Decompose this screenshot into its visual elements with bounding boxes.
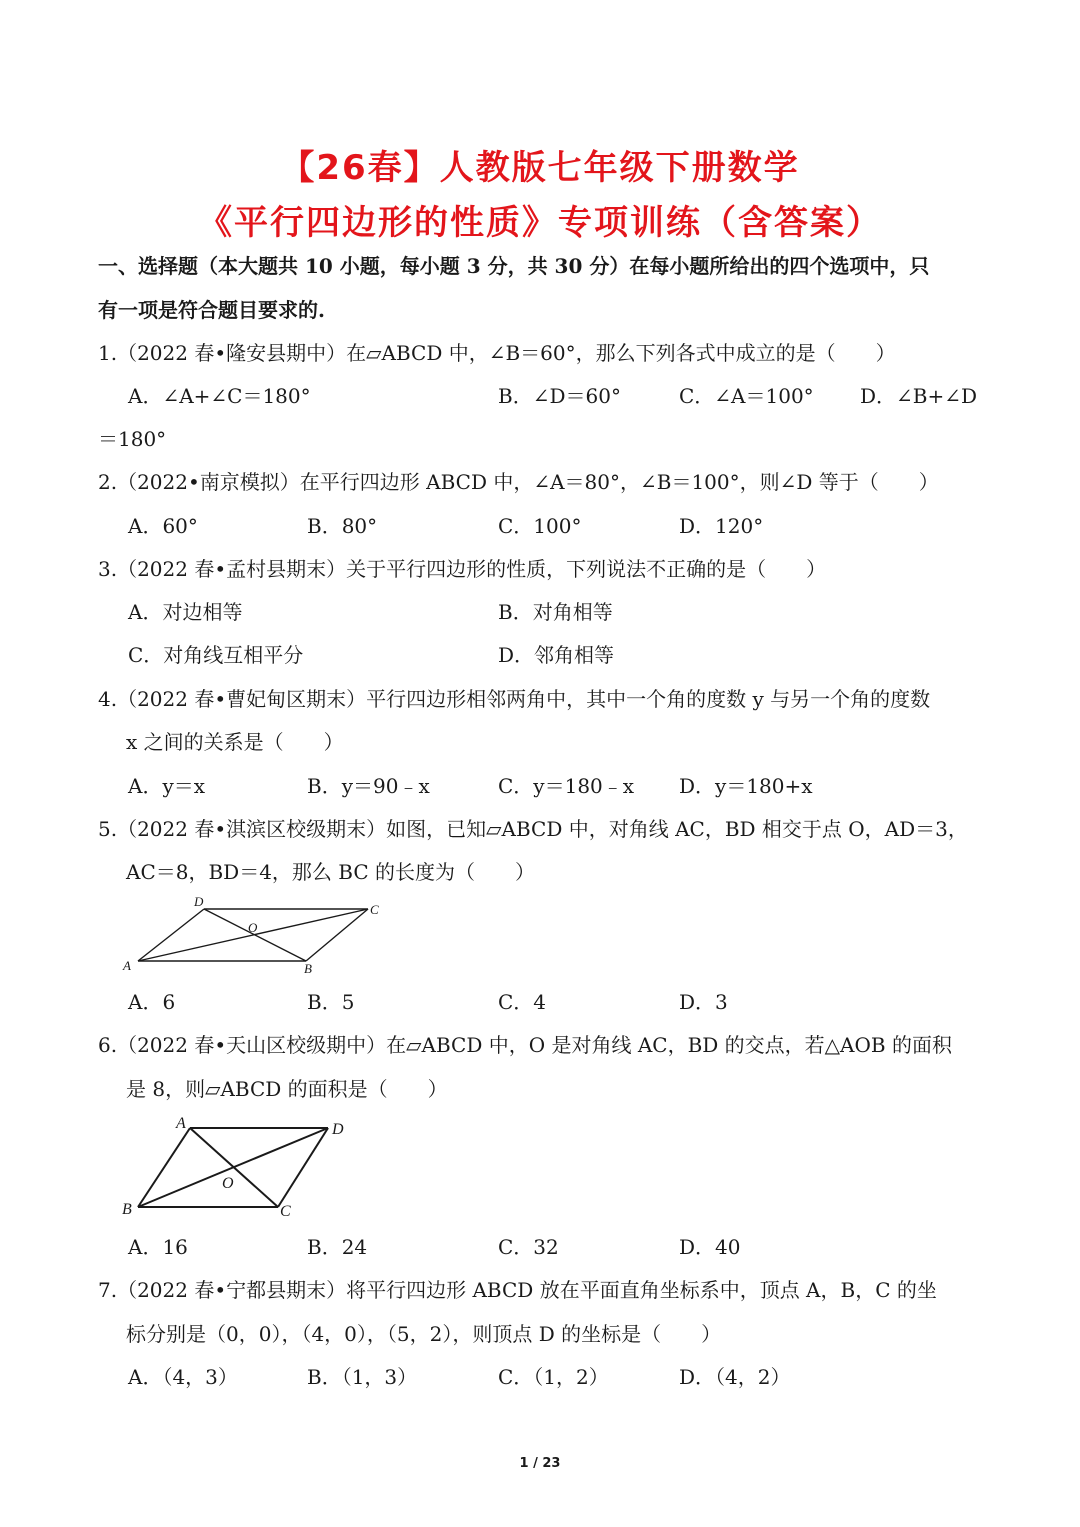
question-4-option-d: D．y＝180+x: [679, 774, 813, 798]
question-2-stem: 2.（2022•南京模拟）在平行四边形 ABCD 中，∠A＝80°，∠B＝100°，则∠D 等于（ ）: [98, 470, 939, 494]
question-4-option-b: B．y＝90﹣x: [307, 774, 430, 798]
question-4-option-a: A．y＝x: [128, 774, 206, 798]
vertex-label-c: C: [280, 1203, 291, 1220]
vertex-label-b: B: [122, 1201, 132, 1218]
vertex-label-c: C: [370, 902, 379, 917]
question-3-stem: 3.（2022 春•孟村县期末）关于平行四边形的性质，下列说法不正确的是（ ）: [98, 557, 827, 581]
question-1-option-b: B．∠D＝60°: [498, 384, 621, 408]
question-6-option-b: B．24: [307, 1235, 368, 1259]
section-heading-cont: 有一项是符合题目要求的.: [98, 298, 325, 322]
question-6-figure: [118, 1110, 358, 1222]
vertex-label-d: D: [194, 894, 204, 909]
question-4-option-c: C．y＝180﹣x: [498, 774, 635, 798]
vertex-label-a: A: [123, 958, 131, 973]
question-7-option-b: B．（1，3）: [307, 1365, 418, 1389]
question-2-option-d: D．120°: [679, 514, 764, 538]
question-2-option-a: A．60°: [128, 514, 198, 538]
question-6-option-d: D．40: [679, 1235, 741, 1259]
question-1-option-c: C．∠A＝100°: [679, 384, 814, 408]
question-7-stem-cont: 标分别是（0，0），（4，0），（5，2），则顶点 D 的坐标是（ ）: [126, 1322, 722, 1346]
question-1-option-d-cont: ＝180°: [98, 427, 167, 451]
question-5-stem: 5.（2022 春•淇滨区校级期末）如图，已知▱ABCD 中，对角线 AC，BD 相交于点 O，AD＝3，: [98, 817, 968, 841]
title-line-1: 【26春】人教版七年级下册数学: [280, 148, 800, 188]
vertex-label-o: O: [222, 1175, 234, 1192]
vertex-label-b: B: [304, 961, 312, 976]
vertex-label-d: D: [332, 1121, 344, 1138]
question-4-stem: 4.（2022 春•曹妃甸区期末）平行四边形相邻两角中，其中一个角的度数 y 与另一个角的度数: [98, 687, 931, 711]
edge-bc: [306, 909, 368, 961]
vertex-label-a: A: [176, 1115, 186, 1132]
question-7-option-d: D．（4，2）: [679, 1365, 791, 1389]
question-5-figure: [118, 893, 388, 978]
diagonal-bd: [204, 909, 306, 961]
page-number: 1 / 23: [519, 1456, 561, 1471]
diagonal-ac: [138, 909, 368, 961]
question-7-option-c: C．（1，2）: [498, 1365, 609, 1389]
question-6-option-c: C．32: [498, 1235, 559, 1259]
vertex-label-o: O: [248, 920, 258, 935]
question-5-option-a: A．6: [128, 990, 176, 1014]
question-7-option-a: A．（4，3）: [128, 1365, 238, 1389]
question-6-stem: 6.（2022 春•天山区校级期中）在▱ABCD 中，O 是对角线 AC，BD 的交点，若△AOB 的面积: [98, 1033, 952, 1057]
question-1-stem: 1.（2022 春•隆安县期中）在▱ABCD 中，∠B＝60°，那么下列各式中成立的是（ ）: [98, 341, 896, 365]
diagonal-bd: [138, 1128, 328, 1207]
section-heading: 一、选择题（本大题共 10 小题，每小题 3 分，共 30 分）在每小题所给出的四个选项中，只: [98, 254, 930, 278]
question-1-option-d: D．∠B+∠D: [860, 384, 978, 408]
question-1-option-a: A．∠A+∠C＝180°: [128, 384, 311, 408]
question-5-option-d: D．3: [679, 990, 728, 1014]
question-6-stem-cont: 是 8，则▱ABCD 的面积是（ ）: [126, 1077, 448, 1101]
question-2-option-b: B．80°: [307, 514, 378, 538]
question-5-option-c: C．4: [498, 990, 547, 1014]
question-2-option-c: C．100°: [498, 514, 582, 538]
question-4-stem-cont: x 之间的关系是（ ）: [126, 730, 344, 754]
edge-dc: [278, 1128, 328, 1207]
question-3-option-b: B．对角相等: [498, 600, 613, 624]
question-6-option-a: A．16: [128, 1235, 188, 1259]
question-3-option-d: D．邻角相等: [498, 643, 615, 667]
question-5-stem-cont: AC＝8，BD＝4，那么 BC 的长度为（ ）: [126, 860, 536, 884]
question-3-option-a: A．对边相等: [128, 600, 243, 624]
title-line-2: 《平行四边形的性质》专项训练（含答案）: [198, 203, 882, 243]
question-7-stem: 7.（2022 春•宁都县期末）将平行四边形 ABCD 放在平面直角坐标系中，顶点 A，B，C 的坐: [98, 1278, 937, 1302]
question-5-option-b: B．5: [307, 990, 355, 1014]
question-3-option-c: C．对角线互相平分: [128, 643, 304, 667]
